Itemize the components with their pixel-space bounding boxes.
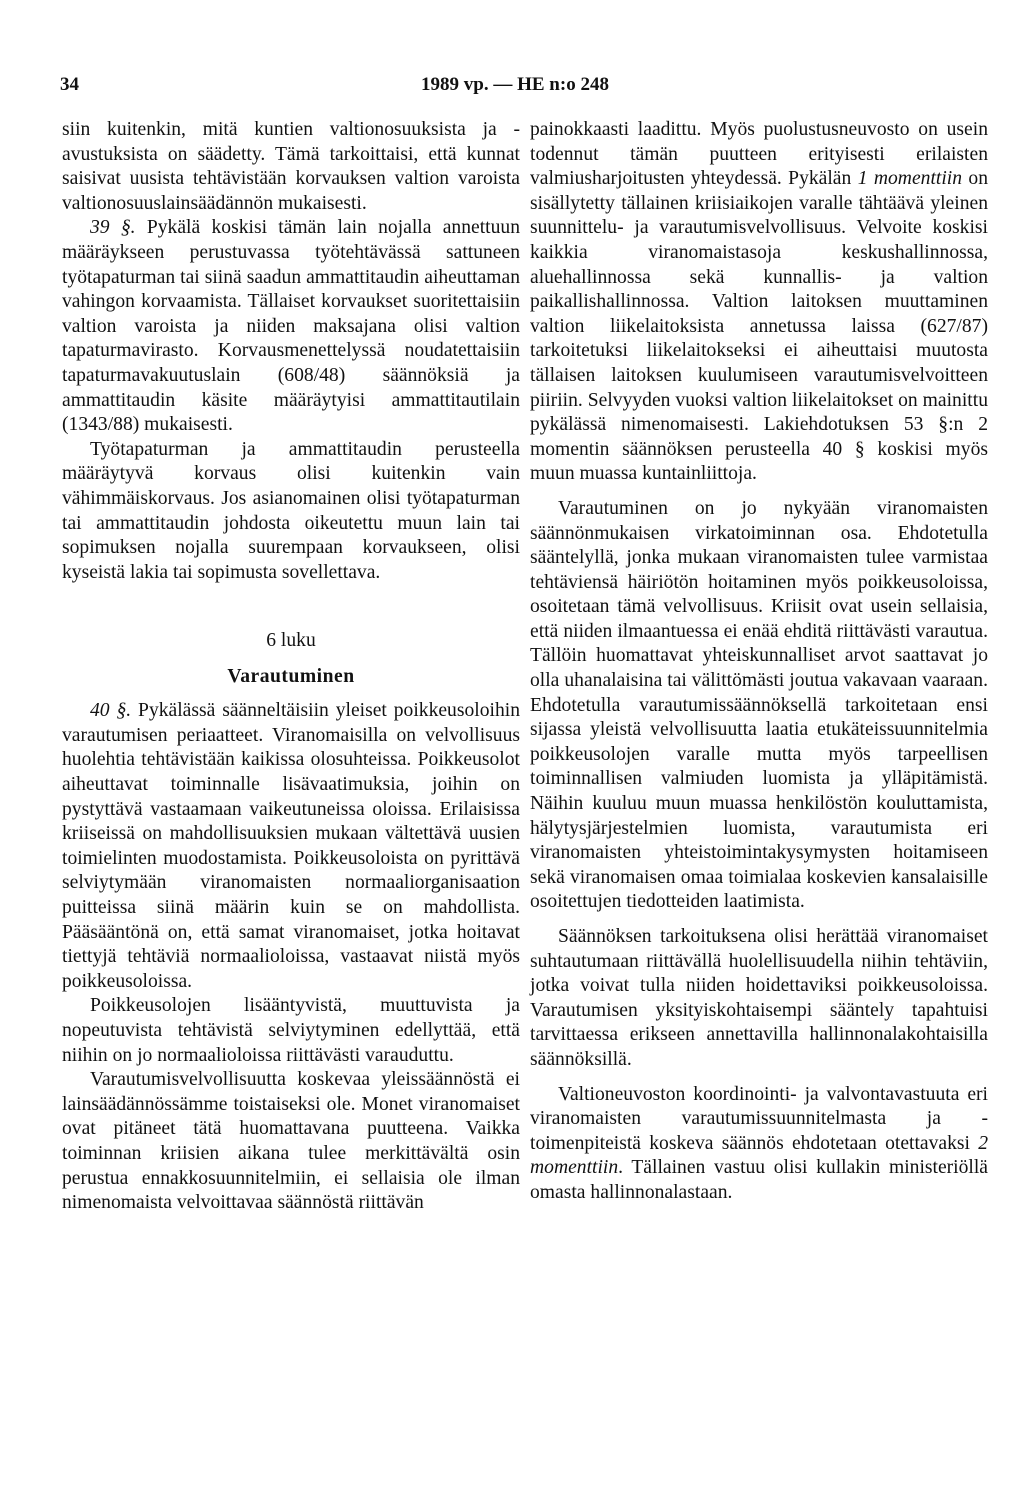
text-run: on sisällytetty tällainen kriisiaikojen varalle tähtäävä yleinen suunnittelu- ja varautumisvelvollisuus. Velvoite koskisi kaikkia viranomaistasoja keskushallinnossa, aluehallinnossa sekä kunnallis- ja valtion paikallishallinnossa. Valtion laitoksen muuttaminen valtion liikelaitoksista annetussa laissa (627/87) tarkoitetuksi liikelaitokseksi ei aiheuttaisi muutosta tällaisen laitoksen kuulumiseen varautumisvelvoitteen piiriin. Selvyyden vuoksi valtion liikelaitokset on mainittu pykälässä nimenomaisesti. Lakiehdotuksen 53 §:n 2 momentin säännöksen perusteella 40 § koskisi myös muun muassa kuntainliittoja. — [530, 168, 989, 485]
section-text: Pykälässä säänneltäisiin yleiset poikkeusoloihin varautumisen periaatteet. Viranomaisilla on velvollisuus huolehtia tehtävistään kaikissa olosuhteissa. Poikkeusolot aiheuttavat toiminnalle lisävaatimuksia, joihin on pystyttävä vastaamaan vaikeutuneissa oloissa. Erilaisissa kriiseissä on mahdollisuuksien mukaan vältettävä uusien toimielinten muodostamista. Poikkeusoloista on pyrittävä selviytymään viranomaisten normaaliorganisaation puitteissa siinä määrin kuin se on mahdollista. Pääsääntönä on, että samat viranomaiset, jotka hoitavat tiettyjä tehtäviä normaalioloissa, vastaavat niistä myös poikkeusoloissa. — [62, 700, 521, 992]
chapter-heading — [62, 629, 520, 689]
reference-italic: 1 momenttiin — [857, 168, 963, 190]
paragraph: Varautuminen on jo nykyään viranomaisten säännönmukaisen virkatoiminnan osa. Ehdotetulla sääntelyllä, jonka mukaan viranomaisten tulee varmistaa tehtäviensä häiriötön hoitaminen myös poikkeusoloissa, osoitetaan tämä velvollisuus. Kriisit ovat usein sellaisia, että niiden ilmaantuessa ei enää ehditä riittävästi varautua. Tällöin huomattavat yhteiskunnalliset arvot saattavat jo olla uhanalaisina tai välittömästi joutua vakavaan vaaraan. Ehdotetulla varautumissäännöksellä tarkoitetaan ensi sijassa yleistä velvollisuutta laatia etukäteissuunnitelmia poikkeusolojen varalle mutta myös tarpeellisen toiminnallisen valmiuden luomista ja ylläpitämistä. Näihin kuuluu muun muassa henkilöstön kouluttamista, hälytysjärjestelmien luomista, varautumista eri viranomaisten yhteistoimintakysymysten hoitamiseen sekä viranomaisen omaa toimialaa koskevien kansalaisille osoitettujen tiedotteiden laatimista. — [530, 497, 988, 913]
section-40-paragraph — [62, 699, 520, 994]
section-39-paragraph — [62, 216, 520, 437]
chapter-title: Varautuminen — [227, 666, 355, 688]
paragraph: siin kuitenkin, mitä kuntien valtionosuuksista ja -avustuksista on säädetty. Tämä tarkoittaisi, että kunnat saisivat uusista tehtävistään korvauksen valtion varoista valtionosuuslainsäädännön mukaisesti. — [62, 119, 520, 214]
page-number: 34 — [60, 74, 79, 95]
text-run: . Tällainen vastuu olisi kullakin ministeriöllä omasta hallinnonalastaan. — [530, 1157, 988, 1203]
section-text: Pykälä koskisi tämän lain nojalla annettuun määräykseen perustuvassa työtehtävässä sattuneen työtapaturman tai siinä saadun ammattitaudin aiheuttaman vahingon korvaamista. Tällaiset korvaukset suoritettaisiin valtion varoista ja niiden maksajana olisi valtion tapaturmavirasto. Korvausmenettelyssä noudatettaisiin tapaturmavakuutuslain (608/48) säännöksiä ja ammattitaudin käsite määräytyisi ammattitautilain (1343/88) mukaisesti. — [62, 217, 520, 436]
reference-italic: 2 momenttiin — [530, 1132, 988, 1179]
section-number: 40 §. — [90, 700, 132, 722]
text-run: painokkaasti laadittu. Myös puolustusneuvosto on usein todennut tämän puutteen erityisesti erilaisten valmiusharjoitusten yhteydessä. Pykälän — [530, 119, 988, 190]
paragraph: Poikkeusolojen lisääntyvistä, muuttuvista ja nopeutuvista tehtävistä selviytyminen edellyttää, että niihin on jo normaalioloissa riittävästi varauduttu. — [62, 995, 520, 1066]
chapter-number: 6 luku — [266, 630, 316, 652]
paragraph — [530, 1083, 988, 1206]
page-header — [60, 74, 970, 100]
section-number: 39 §. — [90, 217, 136, 239]
right-column — [530, 118, 988, 1206]
paragraph — [530, 118, 988, 487]
paragraph: Varautumisvelvollisuutta koskevaa yleissäännöstä ei lainsäädännössämme toistaiseksi ole. Monet viranomaiset ovat pitäneet tätä huomattavana puutteena. Vaikka toiminnan kriisien aikana tulee merkittävältä osin perustua ennakkosuunnitelmiin, ei sellaisia ole ilman nimenomaista velvoittavaa säännöstä riittävän — [62, 1069, 520, 1214]
paragraph: Työtapaturman ja ammattitaudin perusteella määräytyvä korvaus olisi kuitenkin vain vähimmäiskorvaus. Jos asianomainen olisi työtapaturman tai ammattitaudin johdosta oikeutettu muun lain tai sopimuksen nojalla suurempaan korvaukseen, olisi kyseistä lakia tai sopimusta sovellettava. — [62, 438, 520, 583]
left-column — [62, 118, 520, 1216]
running-title: 1989 vp. — HE n:o 248 — [421, 74, 609, 95]
text-run: Valtioneuvoston koordinointi- ja valvontavastuuta eri viranomaisten varautumissuunnitelmasta ja -toimenpiteistä koskeva säännös ehdotetaan otettavaksi — [530, 1083, 988, 1154]
paragraph: Säännöksen tarkoituksena olisi herättää viranomaiset suhtautumaan riittävällä huolellisuudella niihin tehtäviin, jotka voivat tulla niiden hoidettaviksi poikkeusoloissa. Varautumisen yksityiskohtaisempi sääntely tapahtuisi tarvittaessa erikseen annettavilla hallinnonalakohtaisilla säännöksillä. — [530, 926, 988, 1070]
